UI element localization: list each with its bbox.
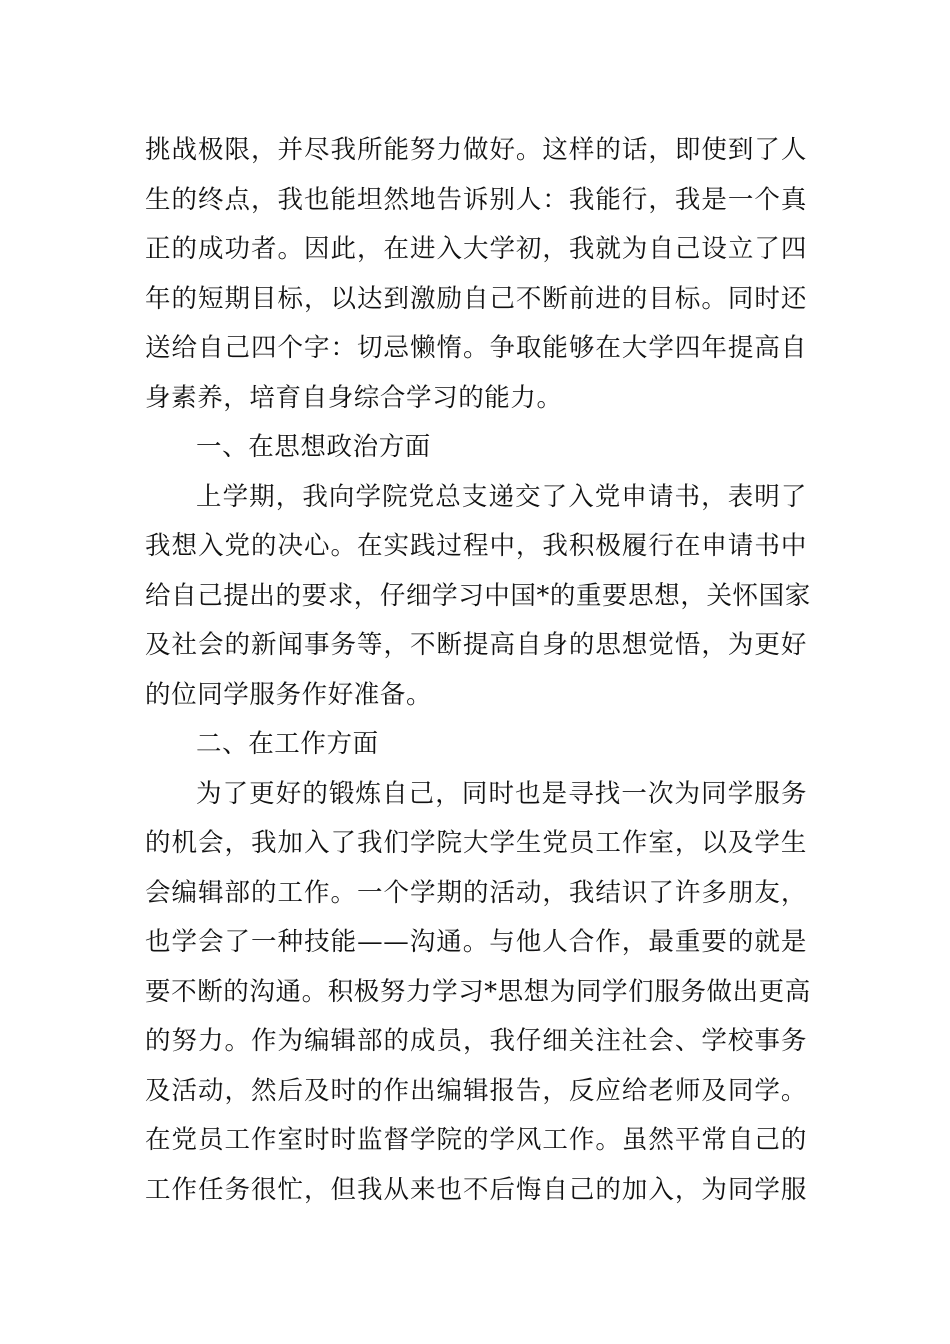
document-body bbox=[145, 126, 811, 1215]
body-line: 为了更好的锻炼自己，同时也是寻找一次为同学服务 bbox=[196, 778, 807, 809]
body-line: 要不断的沟通。积极努力学习*思想为同学们服务做出更高 bbox=[145, 976, 811, 1007]
body-line: 上学期，我向学院党总支递交了入党申请书，表明了 bbox=[196, 481, 807, 512]
body-line: 及社会的新闻事务等，不断提高自身的思想觉悟，为更好 bbox=[145, 630, 807, 660]
body-line: 的位同学服务作好准备。 bbox=[145, 679, 433, 710]
body-line: 会编辑部的工作。一个学期的活动，我结识了许多朋友， bbox=[145, 877, 807, 908]
body-line: 正的成功者。因此，在进入大学初，我就为自己设立了四 bbox=[145, 234, 807, 264]
body-line: 送给自己四个字：切忌懒惰。争取能够在大学四年提高自 bbox=[145, 333, 807, 363]
body-line: 的努力。作为编辑部的成员，我仔细关注社会、学校事务 bbox=[145, 1026, 807, 1056]
body-line: 生的终点，我也能坦然地告诉别人：我能行，我是一个真 bbox=[145, 184, 807, 215]
body-line: 的机会，我加入了我们学院大学生党员工作室，以及学生 bbox=[145, 828, 807, 858]
body-line: 给自己提出的要求，仔细学习中国*的重要思想，关怀国家 bbox=[145, 580, 811, 611]
body-line: 在党员工作室时时监督学院的学风工作。虽然平常自己的 bbox=[145, 1125, 807, 1155]
body-line: 我想入党的决心。在实践过程中，我积极履行在申请书中 bbox=[145, 531, 807, 561]
body-line: 工作任务很忙，但我从来也不后悔自己的加入，为同学服 bbox=[145, 1174, 807, 1205]
section-heading-work: 二、在工作方面 bbox=[196, 729, 379, 759]
body-line: 挑战极限，并尽我所能努力做好。这样的话，即使到了人 bbox=[145, 135, 807, 165]
body-line: 年的短期目标，以达到激励自己不断前进的目标。同时还 bbox=[145, 283, 807, 314]
body-line: 及活动，然后及时的作出编辑报告，反应给老师及同学。 bbox=[145, 1075, 807, 1106]
body-line: 也学会了一种技能——沟通。与他人合作，最重要的就是 bbox=[145, 927, 807, 957]
body-line: 身素养，培育自身综合学习的能力。 bbox=[145, 382, 563, 413]
section-heading-political: 一、在思想政治方面 bbox=[196, 432, 431, 462]
